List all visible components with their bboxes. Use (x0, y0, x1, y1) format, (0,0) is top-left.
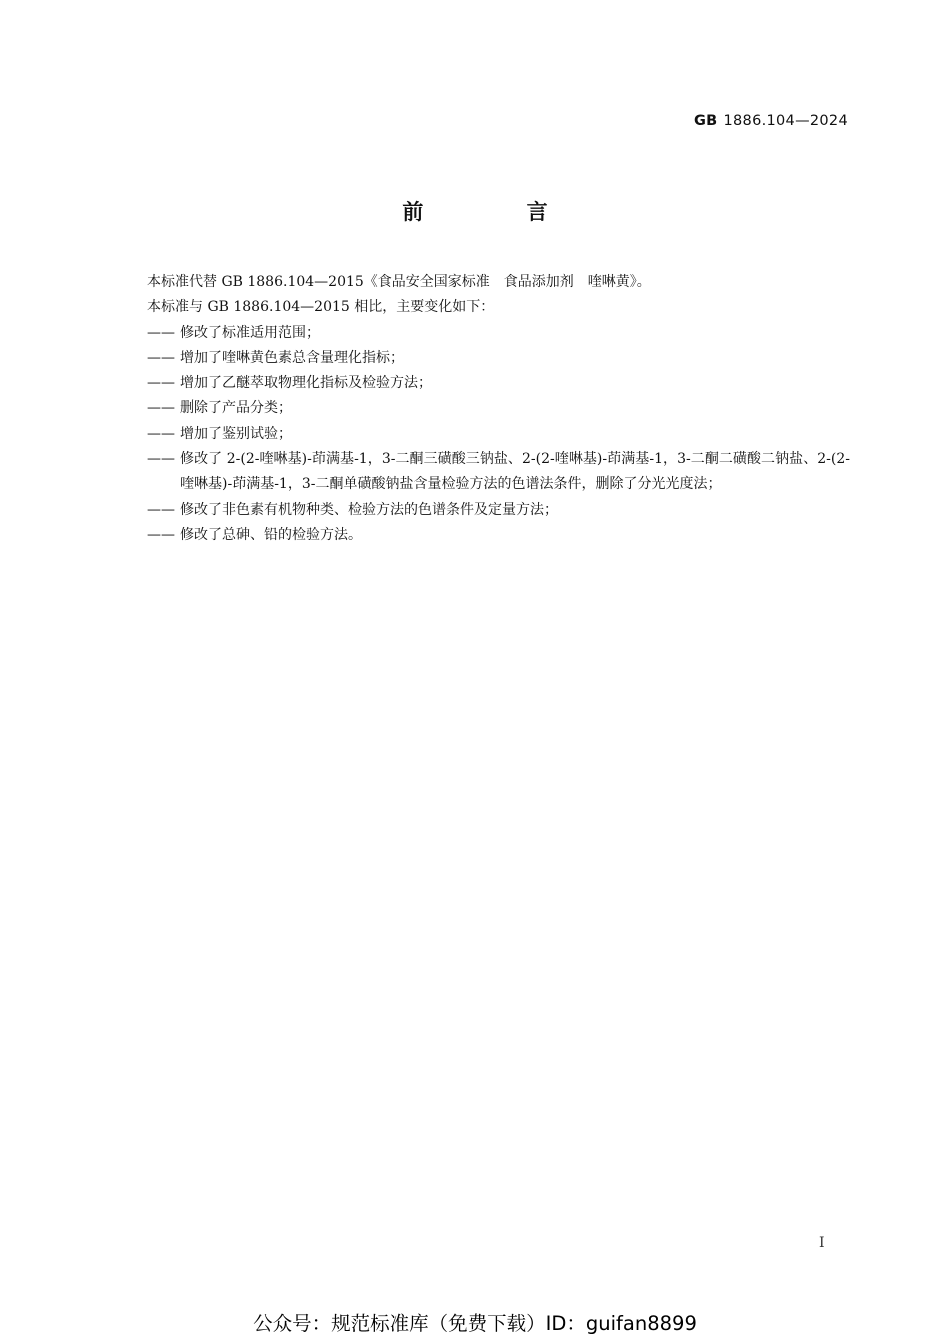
change-item (147, 396, 850, 421)
dash-marker: —— (147, 451, 175, 468)
changes-intro: 本标准与 GB 1886.104—2015 相比，主要变化如下： (147, 299, 495, 316)
standard-code (694, 113, 848, 129)
change-item-text: 修改了 2-(2-喹啉基)-茚满基-1，3-二酮三磺酸三钠盐、2-(2-喹啉基)-茚满基-1，3-二酮二磺酸二钠盐、2-(2-喹啉基)-茚满基-1，3-二酮单磺酸钠盐含量检验方法的色谱法条件，删除了分光光度法； (180, 451, 850, 493)
change-item-text: 增加了喹啉黄色素总含量理化指标； (180, 349, 404, 366)
change-item (147, 346, 850, 371)
change-item (147, 321, 850, 346)
page-number: I (819, 1235, 825, 1251)
change-item (147, 371, 850, 396)
foreword-body (147, 270, 850, 548)
dash-marker: —— (147, 425, 175, 442)
change-item (147, 523, 850, 548)
dash-marker: —— (147, 526, 175, 543)
standard-prefix: GB (693, 113, 718, 129)
change-item-text: 修改了非色素有机物种类、检验方法的色谱条件及定量方法； (180, 501, 558, 518)
standard-number: 1886.104—2024 (723, 113, 848, 129)
change-item-text: 增加了鉴别试验； (180, 425, 292, 442)
change-item-text: 修改了总砷、铅的检验方法。 (180, 526, 362, 543)
change-item (147, 498, 850, 523)
dash-marker: —— (147, 349, 175, 366)
dash-marker: —— (147, 324, 175, 341)
page-title: 前 言 (402, 200, 596, 224)
replacement-statement: 本标准代替 GB 1886.104—2015《食品安全国家标准 食品添加剂 喹啉黄》。 (147, 274, 651, 290)
change-item-text: 删除了产品分类； (180, 400, 292, 417)
watermark-footer: 公众号：规范标准库（免费下载）ID：guifan8899 (253, 1312, 697, 1335)
change-item (147, 422, 850, 447)
dash-marker: —— (147, 400, 175, 417)
change-item (147, 447, 850, 498)
change-item-text: 修改了标准适用范围； (180, 324, 320, 341)
dash-marker: —— (147, 375, 175, 392)
change-item-text: 增加了乙醚萃取物理化指标及检验方法； (180, 375, 432, 392)
dash-marker: —— (147, 501, 175, 518)
